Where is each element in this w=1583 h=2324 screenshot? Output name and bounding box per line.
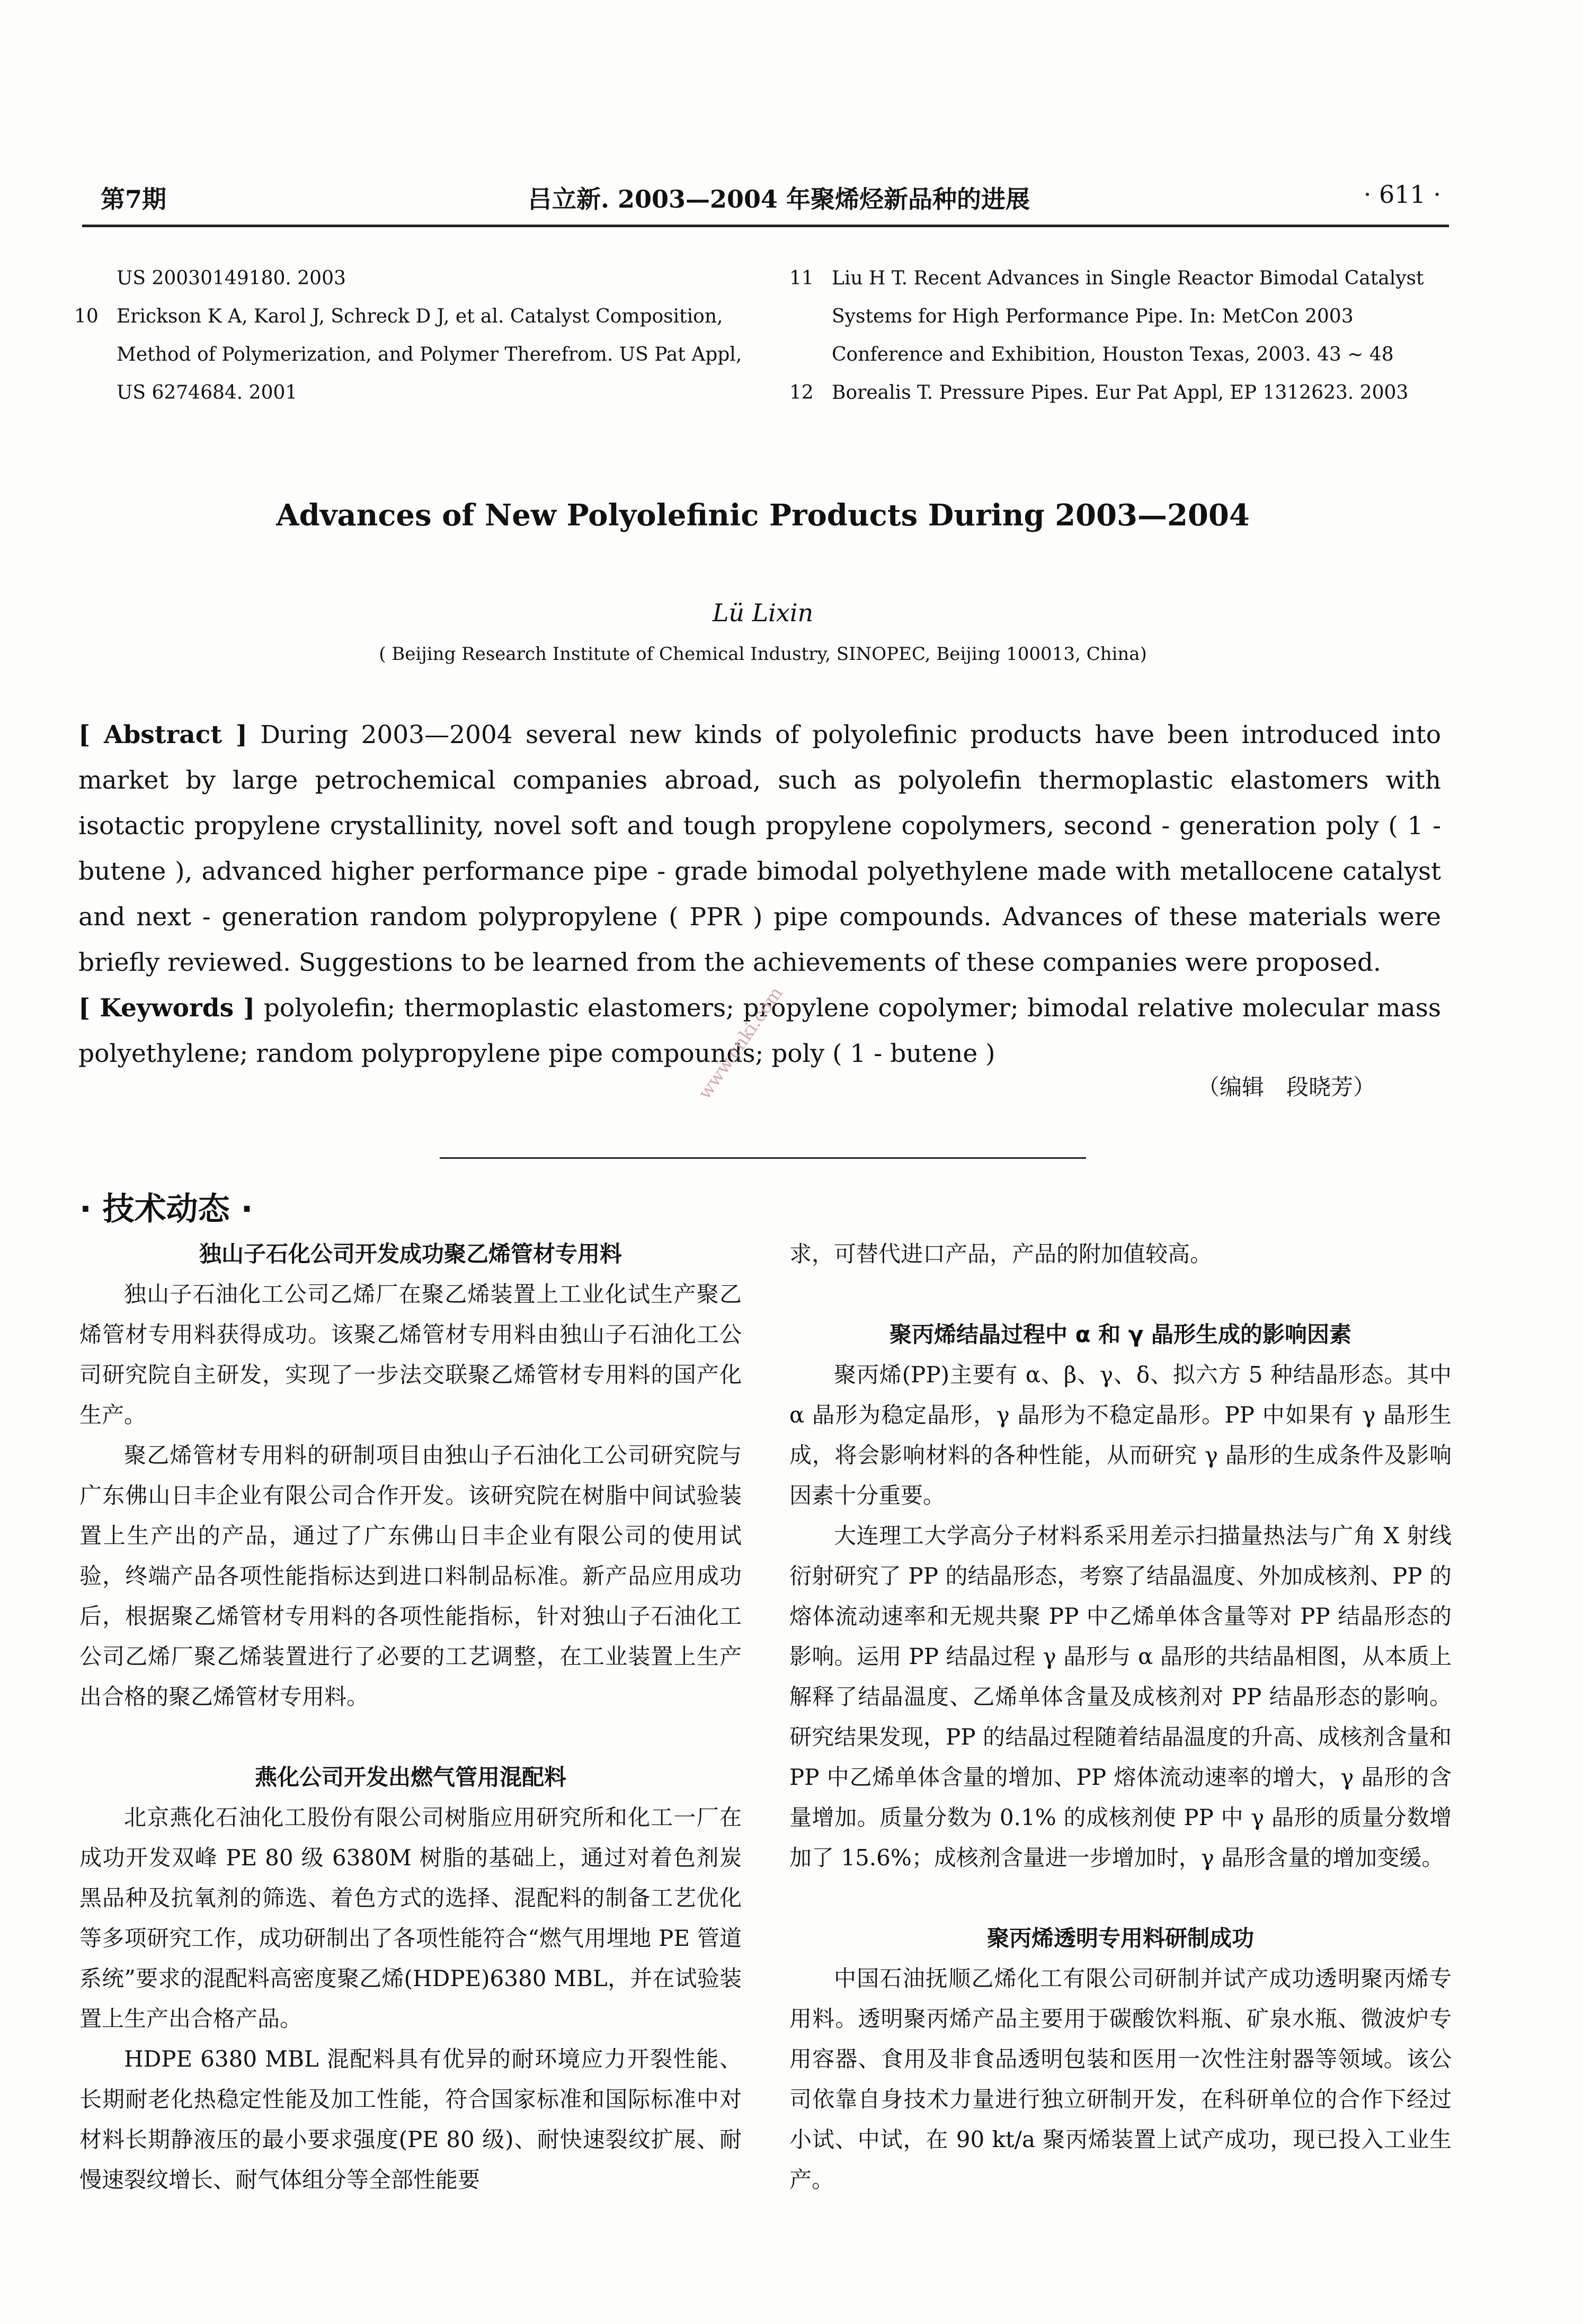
references-right <box>789 260 1457 412</box>
article-paragraph: 北京燕化石油化工股份有限公司树脂应用研究所和化工一厂在成功开发双峰 PE 80 级 6380M 树脂的基础上，通过对着色剂炭黑品种及抗氧剂的筛选、着色方式的选择、混配料的制备工艺优化等多项研究工作，成功研制出了各项性能符合“燃气用埋地 PE 管道系统”要求的混配料高密度聚乙烯(HDPE)6380 MBL，并在试验装置上生产出合格产品。 <box>79 1804 742 2032</box>
reference-item <box>789 374 1457 412</box>
abstract-paragraph <box>78 712 1441 986</box>
spacer <box>789 1878 1452 1918</box>
reference-text: US 20030149180. 2003 <box>117 267 346 289</box>
reference-number: 12 <box>789 382 814 404</box>
reference-text: Erickson K A, Karol J, Schreck D J, et al. Catalyst Composition, Method of Polymerization, and Polymer Therefrom. US Pat Appl, US 6274684. 2001 <box>117 306 742 404</box>
article-paragraph: 聚丙烯(PP)主要有 α、β、γ、δ、拟六方 5 种结晶形态。其中 α 晶形为稳定晶形，γ 晶形为不稳定晶形。PP 中如果有 γ 晶形生成，将会影响材料的各种性能，从而研究 γ 晶形的生成条件及影响因素十分重要。 <box>789 1362 1452 1508</box>
issue-number: 第7期 <box>101 185 167 213</box>
reference-item <box>789 260 1457 374</box>
page-number: · 611 · <box>1363 180 1441 209</box>
reference-number: 10 <box>74 306 99 327</box>
reference-text: Liu H T. Recent Advances in Single Reactor Bimodal Catalyst Systems for High Performance Pipe. In: MetCon 2003 Conference and Exhibition, Houston Texas, 2003. 43 ~ 48 <box>832 267 1424 365</box>
reference-number: 11 <box>789 267 814 289</box>
spacer <box>79 1717 742 1757</box>
keywords-text: polyolefin; thermoplastic elastomers; propylene copolymer; bimodal relative molecular mass polyethylene; random polypropylene pipe compounds; poly ( 1 - butene ) <box>78 994 1441 1068</box>
article-paragraph: 独山子石油化工公司乙烯厂在聚乙烯装置上工业化试生产聚乙烯管材专用料获得成功。该聚乙烯管材专用料由独山子石油化工公司研究院自主研发，实现了一步法交联聚乙烯管材专用料的国产化生产。 <box>79 1281 742 1428</box>
abstract-text: During 2003—2004 several new kinds of polyolefinic products have been introduced into market by large petrochemical companies abroad, such as polyolefin thermoplastic elastomers with isotactic propylene crystallinity, novel soft and tough propylene copolymers, second - generation poly ( 1 - butene ), advanced higher performance pipe - grade bimodal polyethylene made with metallocene catalyst and next - generation random polypropylene ( PPR ) pipe compounds. Advances of these materials were briefly reviewed. Suggestions to be learned from the achievements of these companies were proposed. <box>78 720 1441 977</box>
keywords-label: [ Keywords ] <box>78 994 255 1023</box>
article-paragraph: 聚乙烯管材专用料的研制项目由独山子石油化工公司研究院与广东佛山日丰企业有限公司合作开发。该研究院在树脂中间试验装置上生产出的产品，通过了广东佛山日丰企业有限公司的使用试验，终端产品各项性能指标达到进口料制品标准。新产品应用成功后，根据聚乙烯管材专用料的各项性能指标，针对独山子石油化工公司乙烯厂聚乙烯装置进行了必要的工艺调整，在工业装置上生产出合格的聚乙烯管材专用料。 <box>79 1442 742 1710</box>
article-paragraph-continued: 求，可替代进口产品，产品的附加值较高。 <box>789 1241 1213 1267</box>
abstract-label: [ Abstract ] <box>78 720 248 749</box>
article-paragraph: 中国石油抚顺乙烯化工有限公司研制并试产成功透明聚丙烯专用料。透明聚丙烯产品主要用于碳酸饮料瓶、矿泉水瓶、微波炉专用容器、食用及非食品透明包装和医用一次性注射器等领域。该公司依靠自身技术力量进行独立研制开发，在科研单位的合作下经过小试、中试，在 90 kt/a 聚丙烯装置上试产成功，现已投入工业生产。 <box>789 1965 1452 2193</box>
column-right <box>789 1234 1452 2200</box>
article-title: 聚丙烯透明专用料研制成功 <box>986 1925 1254 1951</box>
running-title: 吕立新. 2003—2004 年聚烯烃新品种的进展 <box>527 185 1030 213</box>
running-header <box>79 180 1446 222</box>
header-rule <box>82 225 1449 227</box>
references-left <box>74 260 758 412</box>
editor-credit: （编辑 段晓芳） <box>1197 1074 1376 1100</box>
section-divider <box>440 1157 1086 1159</box>
article-title: 燕化公司开发出燃气管用混配料 <box>254 1764 566 1790</box>
spacer <box>789 1274 1452 1315</box>
article-title: 独山子石化公司开发成功聚乙烯管材专用料 <box>199 1241 622 1267</box>
article-title: 聚丙烯结晶过程中 α 和 γ 晶形生成的影响因素 <box>890 1321 1351 1347</box>
reference-text: Borealis T. Pressure Pipes. Eur Pat Appl, EP 1312623. 2003 <box>832 382 1409 404</box>
watermark: www.cnki.com <box>694 982 787 1103</box>
reference-item <box>74 260 758 298</box>
english-title: Advances of New Polyolefinic Products During 2003—2004 <box>276 498 1250 533</box>
reference-item <box>74 298 758 412</box>
column-left <box>79 1234 742 2200</box>
article-paragraph: 大连理工大学高分子材料系采用差示扫描量热法与广角 X 射线衍射研究了 PP 的结晶形态，考察了结晶温度、外加成核剂、PP 的熔体流动速率和无规共聚 PP 中乙烯单体含量等对 PP 结晶形态的影响。运用 PP 结晶过程 γ 晶形与 α 晶形的共结晶相图，从本质上解释了结晶温度、乙烯单体含量及成核剂对 PP 结晶形态的影响。研究结果发现，PP 的结晶过程随着结晶温度的升高、成核剂含量和 PP 中乙烯单体含量的增加、PP 熔体流动速率的增大，γ 晶形的含量增加。质量分数为 0.1% 的成核剂使 PP 中 γ 晶形的质量分数增加了 15.6%；成核剂含量进一步增加时，γ 晶形含量的增加变缓。 <box>789 1523 1452 1871</box>
english-affiliation: ( Beijing Research Institute of Chemical Industry, SINOPEC, Beijing 100013, China) <box>379 643 1147 665</box>
english-author: Lü Lixin <box>712 598 814 627</box>
article-paragraph: HDPE 6380 MBL 混配料具有优异的耐环境应力开裂性能、长期耐老化热稳定性能及加工性能，符合国家标准和国际标准中对材料长期静液压的最小要求强度(PE 80 级)、耐快速裂纹扩展、耐慢速裂纹增长、耐气体组分等全部性能要 <box>79 2046 742 2193</box>
section-title: · 技术动态 · <box>79 1191 253 1228</box>
